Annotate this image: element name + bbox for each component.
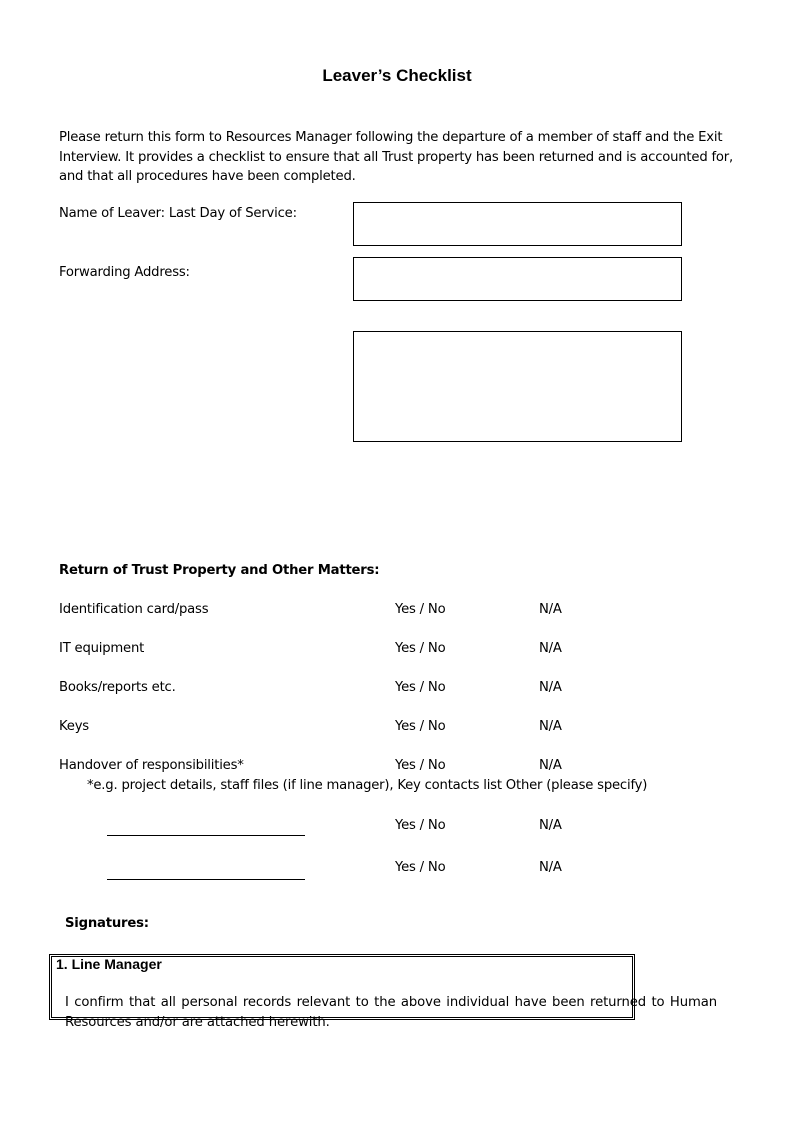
- forwarding-address-label: Forwarding Address:: [59, 265, 190, 280]
- na-option[interactable]: N/A: [539, 602, 562, 617]
- na-option[interactable]: N/A: [539, 818, 562, 833]
- handover-footnote: *e.g. project details, staff files (if line manager), Key contacts list Other (please specify): [87, 778, 648, 793]
- na-option[interactable]: N/A: [539, 680, 562, 695]
- yes-no-option[interactable]: Yes / No: [395, 818, 446, 833]
- item-label: Identification card/pass: [59, 602, 209, 617]
- other-specify-line[interactable]: [107, 835, 305, 836]
- item-label: Handover of responsibilities*: [59, 758, 244, 773]
- na-option[interactable]: N/A: [539, 758, 562, 773]
- property-heading: Return of Trust Property and Other Matters:: [59, 563, 380, 578]
- signatures-heading: Signatures:: [65, 916, 149, 931]
- line-manager-title: 1. Line Manager: [56, 956, 162, 972]
- name-of-leaver-field[interactable]: [353, 202, 682, 246]
- yes-no-option[interactable]: Yes / No: [395, 680, 446, 695]
- intro-paragraph: Please return this form to Resources Manager following the departure of a member of staff and the Exit Interview. It provides a checklist to ensure that all Trust property has been returned and is accounted for, and that all procedures have been completed.: [59, 130, 734, 184]
- address-textarea[interactable]: [353, 331, 682, 442]
- item-label: Keys: [59, 719, 89, 734]
- other-specify-line[interactable]: [107, 879, 305, 880]
- na-option[interactable]: N/A: [539, 719, 562, 734]
- yes-no-option[interactable]: Yes / No: [395, 641, 446, 656]
- item-label: IT equipment: [59, 641, 145, 656]
- yes-no-option[interactable]: Yes / No: [395, 602, 446, 617]
- na-option[interactable]: N/A: [539, 641, 562, 656]
- yes-no-option[interactable]: Yes / No: [395, 860, 446, 875]
- na-option[interactable]: N/A: [539, 860, 562, 875]
- yes-no-option[interactable]: Yes / No: [395, 719, 446, 734]
- line-manager-confirmation: I confirm that all personal records relevant to the above individual have been returned to Human Resources and/or are attached herewith.: [65, 995, 717, 1030]
- yes-no-option[interactable]: Yes / No: [395, 758, 446, 773]
- name-of-leaver-label: Name of Leaver: Last Day of Service:: [59, 206, 297, 221]
- page-title: Leaver’s Checklist: [322, 66, 472, 85]
- forwarding-address-field[interactable]: [353, 257, 682, 301]
- item-label: Books/reports etc.: [59, 680, 176, 695]
